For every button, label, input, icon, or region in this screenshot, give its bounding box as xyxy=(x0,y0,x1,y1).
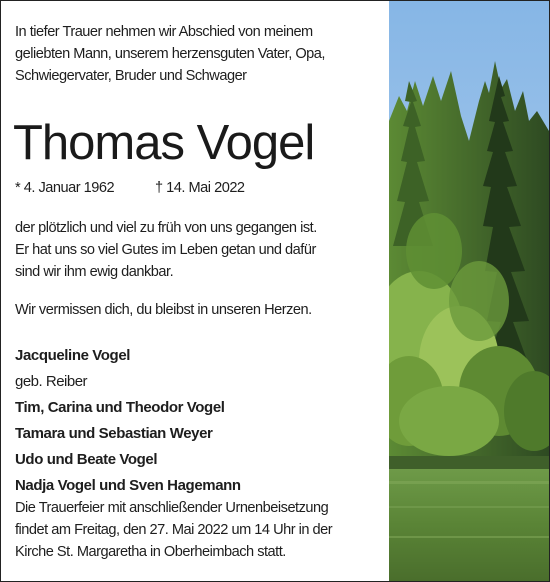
mourner-name: Jacqueline Vogel xyxy=(15,347,131,364)
mourner-entry xyxy=(15,447,385,473)
mourner-entry xyxy=(15,343,385,395)
mourner-name: Tamara und Sebastian Weyer xyxy=(15,425,213,442)
life-dates xyxy=(15,177,245,199)
closing-line: Wir vermissen dich, du bleibst in unseren Herzen. xyxy=(15,302,312,318)
message-text xyxy=(15,217,385,283)
intro-line: geliebten Mann, unserem herzensguten Vater, Opa, xyxy=(15,46,325,62)
birth-date: * 4. Januar 1962 xyxy=(15,180,115,196)
message-line: der plötzlich und viel zu früh von uns gegangen ist. xyxy=(15,220,317,236)
intro-line: In tiefer Trauer nehmen wir Abschied von meinem xyxy=(15,24,313,40)
mourner-entry xyxy=(15,421,385,447)
service-line: Kirche St. Margaretha in Oberheimbach statt. xyxy=(15,544,286,560)
forest-lake-photo xyxy=(389,1,549,581)
deceased-name: Thomas Vogel xyxy=(13,116,315,170)
intro-line: Schwiegervater, Bruder und Schwager xyxy=(15,68,247,84)
closing-text xyxy=(15,299,385,321)
forest-lake-image xyxy=(389,1,549,581)
mourner-name: Udo und Beate Vogel xyxy=(15,451,158,468)
mourner-name: Nadja Vogel und Sven Hagemann xyxy=(15,477,241,494)
service-line: Die Trauerfeier mit anschließender Urnenbeisetzung xyxy=(15,500,329,516)
message-line: sind wir ihm ewig dankbar. xyxy=(15,264,174,280)
intro-text xyxy=(15,21,385,87)
mourner-entry xyxy=(15,395,385,421)
mourners-list xyxy=(15,343,385,499)
service-line: findet am Freitag, den 27. Mai 2022 um 14 Uhr in der xyxy=(15,522,333,538)
mourner-name: Tim, Carina und Theodor Vogel xyxy=(15,399,225,416)
mourner-entry xyxy=(15,473,385,499)
death-date: † 14. Mai 2022 xyxy=(155,180,245,196)
service-info xyxy=(15,497,385,563)
text-column xyxy=(1,1,389,581)
mourner-suffix: geb. Reiber xyxy=(15,373,88,390)
message-line: Er hat uns so viel Gutes im Leben getan und dafür xyxy=(15,242,316,258)
